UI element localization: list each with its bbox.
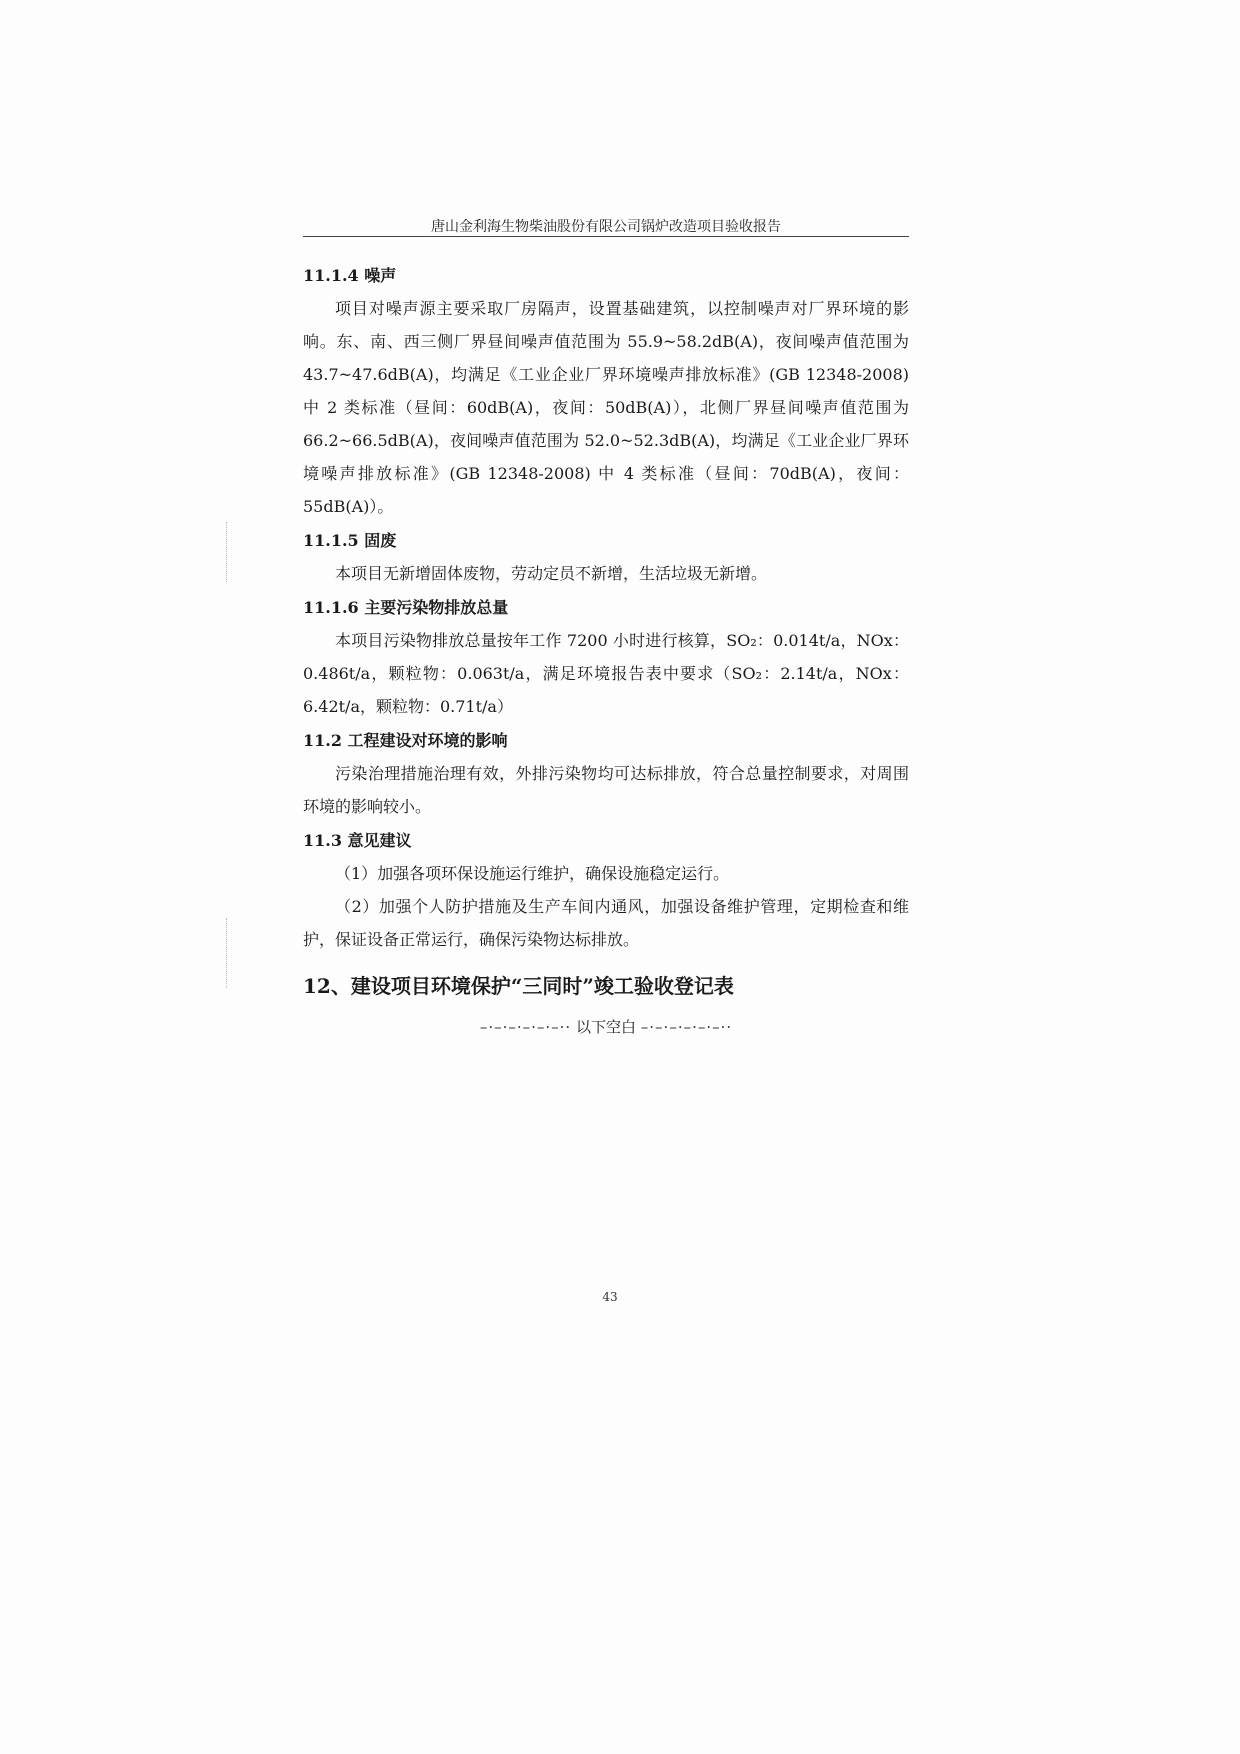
section-heading-12: 12、建设项目环境保护“三同时”竣工验收登记表 [303,974,734,998]
page-number: 43 [602,1290,618,1304]
document-body [303,258,909,1042]
section-heading-11-2: 11.2 工程建设对环境的影响 [303,731,508,750]
blank-below-note [303,1012,909,1042]
header-rule [303,236,909,237]
section-heading-11-1-5: 11.1.5 固废 [303,531,397,550]
dash-line-right: –·–·–·–·–·–·· [640,1018,733,1036]
section-body-11-2: 污染治理措施治理有效，外排污染物均可达标排放，符合总量控制要求，对周围环境的影响较小。 [303,764,909,816]
blank-below-text: 以下空白 [575,1018,636,1036]
section-body-11-1-6: 本项目污染物排放总量按年工作 7200 小时进行核算，SO₂：0.014t/a，NOx：0.486t/a，颗粒物：0.063t/a，满足环境报告表中要求（SO₂：2.14t/a，NOx：6.42t/a，颗粒物：0.71t/a） [303,631,909,716]
section-heading-11-3: 11.3 意见建议 [303,831,412,850]
section-heading-11-1-4: 11.1.4 噪声 [303,266,397,285]
suggestion-item-1: （1）加强各项环保设施运行维护，确保设施稳定运行。 [335,864,730,883]
suggestion-item-2: （2）加强个人防护措施及生产车间内通风，加强设备维护管理，定期检查和维护，保证设备正常运行，确保污染物达标排放。 [303,897,909,949]
section-heading-11-1-6: 11.1.6 主要污染物排放总量 [303,598,509,617]
dash-line-left: –·–·–·–·–·–·· [479,1018,572,1036]
section-body-11-1-4: 项目对噪声源主要采取厂房隔声，设置基础建筑，以控制噪声对厂界环境的影响。东、南、西三侧厂界昼间噪声值范围为 55.9~58.2dB(A)，夜间噪声值范围为 43.7~47.6dB(A)，均满足《工业企业厂界环境噪声排放标准》(GB 12348-2008) 中 2 类标准（昼间：60dB(A)，夜间：50dB(A)），北侧厂界昼间噪声值范围为 66.2~66.5dB(A)，夜间噪声值范围为 52.0~52.3dB(A)，均满足《工业企业厂界环境噪声排放标准》(GB 12348-2008) 中 4 类标准（昼间：70dB(A)，夜间：55dB(A)）。 [303,299,909,516]
section-body-11-1-5: 本项目无新增固体废物，劳动定员不新增，生活垃圾无新增。 [335,564,768,583]
scan-margin-mark [226,918,231,988]
scan-margin-mark [226,522,231,582]
running-header: 唐山金利海生物柴油股份有限公司锅炉改造项目验收报告 [431,219,781,235]
